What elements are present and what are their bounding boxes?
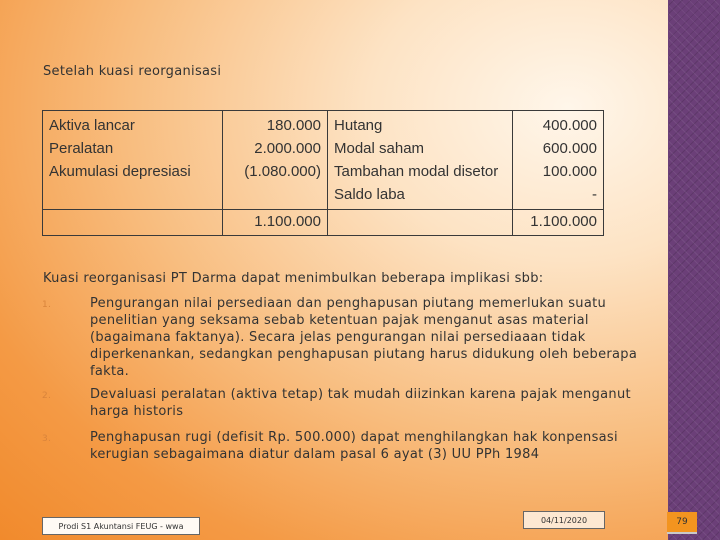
liability-label: Tambahan modal disetor [334, 163, 499, 180]
intro-text: Kuasi reorganisasi PT Darma dapat menimbulkan beberapa implikasi sbb: [43, 271, 544, 286]
list-number: 3. [42, 434, 52, 444]
list-item [42, 386, 662, 420]
liability-value: 600.000 [542, 140, 597, 157]
asset-label [49, 183, 216, 206]
asset-label: Akumulasi depresiasi [49, 163, 191, 180]
date-label: 04/11/2020 [523, 511, 605, 529]
total-liabilities: 1.100.000 [513, 210, 604, 236]
liability-label: Saldo laba [334, 186, 405, 203]
list-text: Penghapusan rugi (defisit Rp. 500.000) dapat menghilangkan hak konpensasi kerugian sebagaimana diatur dalam pasal 6 ayat (3) UU PPh 1984 [90, 430, 618, 462]
list-item [42, 295, 662, 380]
liability-label: Hutang [334, 117, 383, 134]
asset-label: Aktiva lancar [49, 117, 135, 134]
asset-value: 180.000 [266, 117, 321, 134]
list-item [42, 429, 662, 463]
decorative-side-bar [668, 0, 720, 540]
asset-value: 2.000.000 [254, 140, 321, 157]
asset-values-cell [223, 111, 328, 210]
table-row [43, 111, 604, 210]
total-assets: 1.100.000 [223, 210, 328, 236]
list-number: 1. [42, 300, 52, 310]
liability-values-cell [513, 111, 604, 210]
asset-labels-cell [43, 111, 223, 210]
footer-label: Prodi S1 Akuntansi FEUG - wwa [42, 517, 200, 535]
total-empty-cell [328, 210, 513, 236]
list-text: Pengurangan nilai persediaan dan penghapusan piutang memerlukan suatu penelitian yang seksama sebab ketentuan pajak menganut asas material (bagaimana faktanya). Secara jelas pengurangan nilai persediaaan tidak diperkenankan, sedangkan penghapusan piutang harus didukung oleh beberapa fakta. [90, 296, 638, 379]
liability-label: Modal saham [334, 140, 425, 157]
liability-value: 100.000 [542, 163, 597, 180]
asset-label: Peralatan [49, 140, 114, 157]
asset-value: (1.080.000) [244, 163, 321, 180]
balance-sheet-table [42, 110, 604, 236]
list-number: 2. [42, 391, 52, 401]
asset-value [229, 183, 321, 206]
list-text: Devaluasi peralatan (aktiva tetap) tak mudah diizinkan karena pajak menganut harga historis [90, 387, 631, 419]
implication-list [42, 295, 662, 463]
page-number: 79 [667, 512, 697, 534]
total-empty-cell [43, 210, 223, 236]
liability-labels-cell [328, 111, 513, 210]
liability-value: 400.000 [542, 117, 597, 134]
table-row-total [43, 210, 604, 236]
liability-value: - [592, 186, 597, 203]
slide-heading: Setelah kuasi reorganisasi [43, 64, 222, 79]
